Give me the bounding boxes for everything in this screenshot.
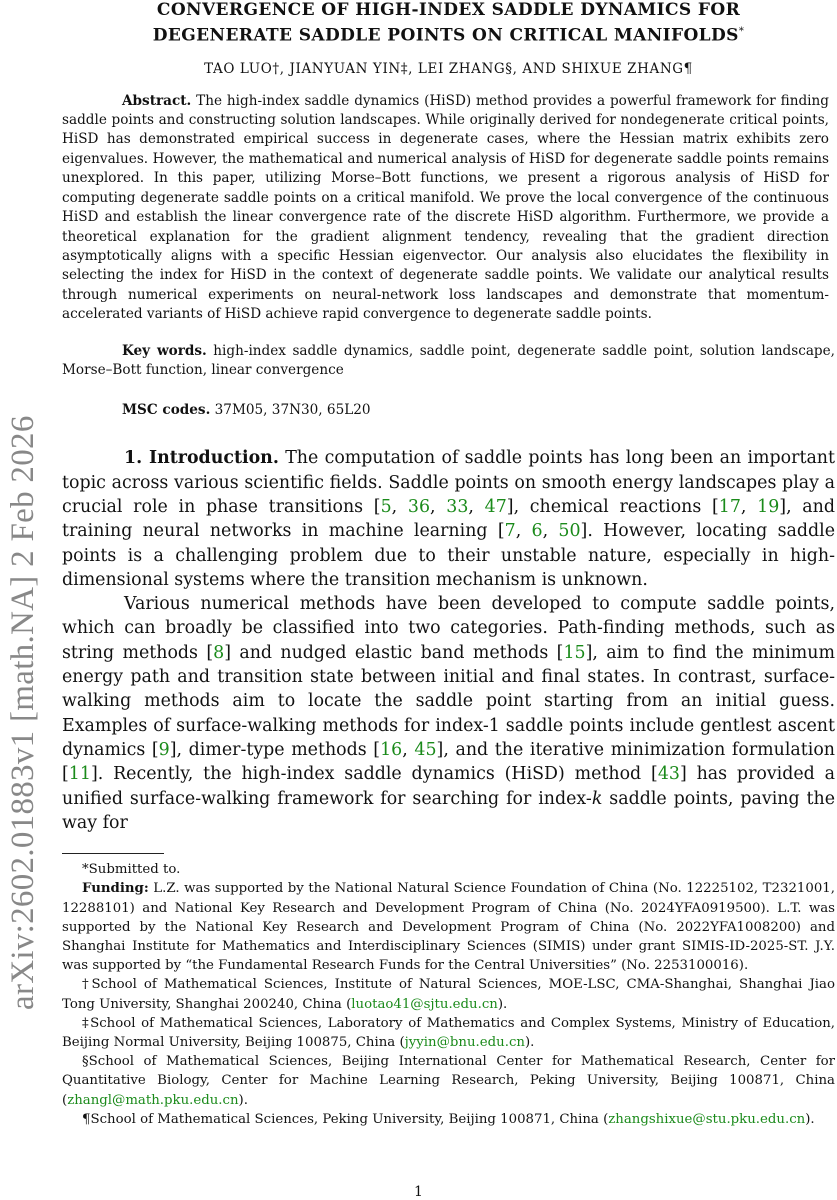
citation-link[interactable]: 15 bbox=[563, 642, 586, 663]
email-link[interactable]: zhangl@math.pku.edu.cn bbox=[67, 1092, 239, 1108]
email-link[interactable]: luotao41@sjtu.edu.cn bbox=[351, 996, 498, 1012]
paper-title bbox=[62, 0, 835, 47]
msc-label: MSC codes. bbox=[122, 402, 211, 419]
introduction-section bbox=[62, 446, 835, 835]
email-link[interactable]: jyyin@bnu.edu.cn bbox=[404, 1034, 525, 1050]
citation-link[interactable]: 11 bbox=[68, 764, 91, 785]
section-heading: 1. Introduction. bbox=[124, 448, 279, 469]
msc-codes bbox=[62, 402, 835, 418]
footnote-affiliation-dagger: †School of Mathematical Sciences, Institute of Natural Sciences, MOE-LSC, CMA-Shanghai, Shanghai Jiao Tong University, Shanghai 200240, China (luotao41@sjtu.edu.cn). bbox=[62, 977, 835, 1012]
footnote-funding: Funding: L.Z. was supported by the National Natural Science Foundation of China (No. 12225102, T2321001, 12288101) and National Key Research and Development Program of China (No. 2024YFA0919500). L.T. was supported by the National Key Research and Development Program of China (No. 2022YFA1008200) and Shanghai Institute for Mathematics and Interdisciplinary Sciences (SIMIS) under grant SIMIS-ID-2025-ST. J.Y. was supported by “the Fundamental Research Funds for the Central Universities” (No. 2253100016). bbox=[62, 881, 835, 974]
author-list: TAO LUO†, JIANYUAN YIN‡, LEI ZHANG§, AND SHIXUE ZHANG¶ bbox=[204, 60, 693, 77]
msc-text: 37M05, 37N30, 65L20 bbox=[214, 402, 371, 419]
paper-page bbox=[62, 0, 835, 1129]
title-line-1: CONVERGENCE OF HIGH-INDEX SADDLE DYNAMICS FOR bbox=[156, 0, 741, 20]
footnote-affiliation-pilcrow: ¶School of Mathematical Sciences, Peking University, Beijing 100871, China (zhangshixue@stu.pku.edu.cn). bbox=[82, 1111, 815, 1127]
footnote-divider bbox=[62, 853, 164, 854]
citation-link[interactable]: 5 bbox=[380, 496, 392, 517]
footnote-affiliation-ddagger: ‡School of Mathematical Sciences, Laboratory of Mathematics and Complex Systems, Ministry of Education, Beijing Normal University, Beijing 100875, China (jyyin@bnu.edu.cn). bbox=[62, 1015, 835, 1050]
title-line-2: DEGENERATE SADDLE POINTS ON CRITICAL MANIFOLDS* bbox=[152, 25, 745, 46]
intro-paragraph-2: Various numerical methods have been developed to compute saddle points, which can broadly be classified into two categories. Path-finding methods, such as string methods [8] and nudged elastic band methods [15], aim to find the minimum energy path and transition state between initial and final states. In contrast, surface-walking methods aim to locate the saddle point starting from an initial guess. Examples of surface-walking methods for index-1 saddle points include gentlest ascent dynamics [9], dimer-type methods [16, 45], and the iterative minimization formulation [11]. Recently, the high-index saddle dynamics (HiSD) method [43] has provided a unified surface-walking framework for searching for index-k saddle points, paving the way for bbox=[62, 594, 836, 833]
citation-link[interactable]: 33 bbox=[446, 496, 469, 517]
citation-link[interactable]: 45 bbox=[414, 739, 437, 760]
email-link[interactable]: zhangshixue@stu.pku.edu.cn bbox=[608, 1111, 806, 1127]
abstract-text: The high-index saddle dynamics (HiSD) method provides a powerful framework for finding saddle points and constructing solution landscapes. While originally derived for nondegenerate critical points, HiSD has demonstrated empirical success in degenerate cases, where the Hessian matrix exhibits zero eigenvalues. However, the mathematical and numerical analysis of HiSD for degenerate saddle points remains unexplored. In this paper, utilizing Morse–Bott functions, we present a rigorous analysis of HiSD for computing degenerate saddle points on a critical manifold. We prove the local convergence of the continuous HiSD and establish the linear convergence rate of the discrete HiSD algorithm. Furthermore, we provide a theoretical explanation for the gradient alignment tendency, revealing that the gradient direction asymptotically aligns with a specific Hessian eigenvector. Our analysis also elucidates the flexibility in selecting the index for HiSD in the context of degenerate saddle points. We validate our analytical results through numerical experiments on neural-network loss landscapes and demonstrate that momentum-accelerated variants of HiSD achieve rapid convergence to degenerate saddle points. bbox=[62, 92, 829, 323]
abstract bbox=[62, 92, 835, 325]
arxiv-side-label: arXiv:2602.01883v1 [math.NA] 2 Feb 2026 bbox=[5, 415, 41, 1010]
citation-link[interactable]: 17 bbox=[718, 496, 741, 517]
citation-link[interactable]: 8 bbox=[213, 642, 225, 663]
citation-link[interactable]: 43 bbox=[657, 764, 680, 785]
keywords-text: high-index saddle dynamics, saddle point, degenerate saddle point, solution landscape, Morse–Bott function, linear convergence bbox=[62, 342, 835, 378]
citation-link[interactable]: 6 bbox=[531, 521, 543, 542]
title-footnote-mark: * bbox=[738, 26, 745, 37]
citation-link[interactable]: 50 bbox=[558, 521, 581, 542]
page-number: 1 bbox=[414, 1184, 423, 1200]
citation-link[interactable]: 9 bbox=[158, 739, 170, 760]
citation-link[interactable]: 16 bbox=[380, 739, 403, 760]
intro-paragraph-1: 1. Introduction. The computation of saddle points has long been an important topic across various scientific fields. Saddle points on smooth energy landscapes play a crucial role in phase transitions [5, 36, 33, 47], chemical reactions [17, 19], and training neural networks in machine learning [7, 6, 50]. However, locating saddle points is a challenging problem due to their unstable nature, especially in high-dimensional systems where the transition mechanism is unknown. bbox=[62, 448, 836, 590]
citation-link[interactable]: 7 bbox=[504, 521, 516, 542]
citation-link[interactable]: 36 bbox=[407, 496, 431, 517]
citation-link[interactable]: 19 bbox=[757, 496, 780, 517]
footnote-submitted: *Submitted to. bbox=[82, 862, 181, 878]
abstract-label: Abstract. bbox=[122, 92, 192, 109]
keywords bbox=[62, 342, 835, 381]
keywords-label: Key words. bbox=[122, 342, 207, 359]
footnote-affiliation-section: §School of Mathematical Sciences, Beijing International Center for Mathematical Research, Center for Quantitative Biology, Center for Machine Learning Research, Peking University, Beijing 100871, China (zhangl@math.pku.edu.cn). bbox=[62, 1054, 835, 1108]
citation-link[interactable]: 47 bbox=[484, 496, 507, 517]
